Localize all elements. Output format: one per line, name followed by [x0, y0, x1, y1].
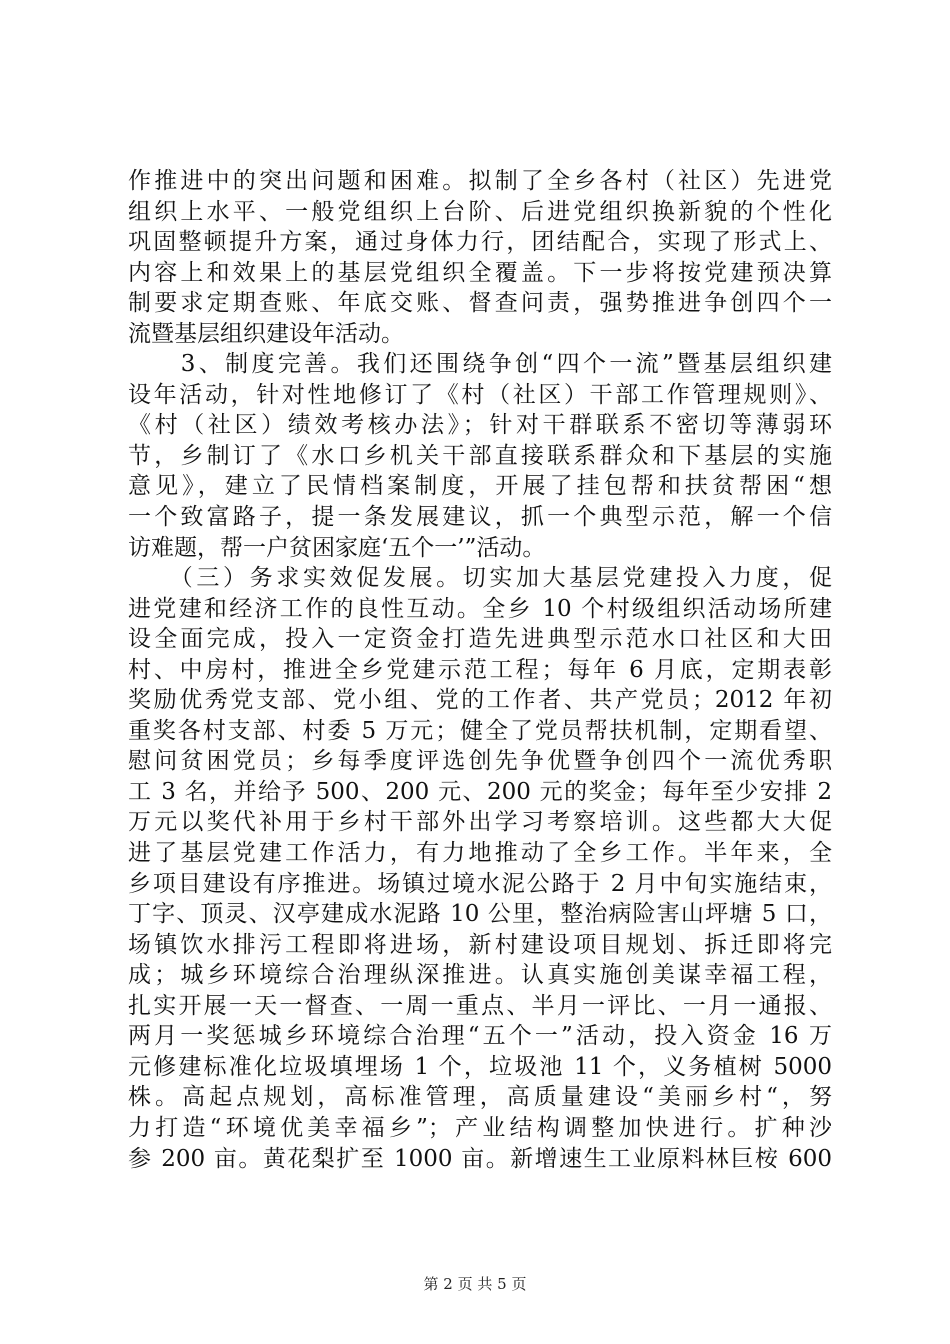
- text-line: 设年活动，针对性地修订了《村（社区）干部工作管理规则》、: [128, 381, 832, 408]
- text-line: 慰问贫困党员；乡每季度评选创先争优暨争创四个一流优秀职: [128, 748, 832, 775]
- text-line: 场镇饮水排污工程即将进场，新村建设项目规划、拆迁即将完: [128, 931, 832, 958]
- text-line: 元修建标准化垃圾填埋场 1 个，垃圾池 11 个，义务植树 5000: [128, 1053, 832, 1080]
- text-line: 制要求定期查账、年底交账、督查问责，强势推进争创四个一: [128, 290, 832, 317]
- text-line: 3、制度完善。我们还围绕争创“四个一流”暨基层组织建: [128, 351, 832, 378]
- text-line: 万元以奖代补用于乡村干部外出学习考察培训。这些都大大促: [128, 809, 832, 836]
- text-line: 内容上和效果上的基层党组织全覆盖。下一步将按党建预决算: [128, 259, 832, 286]
- text-line: 工 3 名，并给予 500、200 元、200 元的奖金；每年至少安排 2: [128, 778, 832, 805]
- body-text: [128, 166, 832, 1174]
- text-line: 重奖各村支部、村委 5 万元；健全了党员帮扶机制，定期看望、: [128, 717, 832, 744]
- text-line: 意见》，建立了民情档案制度，开展了挂包帮和扶贫帮困“想: [128, 473, 832, 500]
- text-line: 《村（社区）绩效考核办法》；针对干群联系不密切等薄弱环: [128, 412, 832, 439]
- page-footer: 第 2 页 共 5 页: [423, 1275, 527, 1293]
- text-line: 丁字、顶灵、汉亭建成水泥路 10 公里，整治病险害山坪塘 5 口，: [128, 901, 832, 928]
- text-line: 株。高起点规划，高标准管理，高质量建设“美丽乡村“，努: [128, 1084, 832, 1111]
- text-line: 流暨基层组织建设年活动。: [128, 320, 404, 347]
- text-line: 一个致富路子，提一条发展建议，抓一个典型示范，解一个信: [128, 504, 832, 531]
- text-line: 访难题，帮一户贫困家庭‘五个一’”活动。: [128, 534, 546, 561]
- text-line: 进了基层党建工作活力，有力地推动了全乡工作。半年来，全: [128, 840, 832, 867]
- text-line: 作推进中的突出问题和困难。拟制了全乡各村（社区）先进党: [128, 168, 832, 194]
- text-line: 组织上水平、一般党组织上台阶、后进党组织换新貌的个性化: [128, 198, 832, 225]
- text-line: 巩固整顿提升方案，通过身体力行，团结配合，实现了形式上、: [128, 229, 832, 256]
- text-line: 设全面完成，投入一定资金打造先进典型示范水口社区和大田: [128, 626, 832, 653]
- text-line: 成；城乡环境综合治理纵深推进。认真实施创美谋幸福工程，: [128, 962, 832, 989]
- text-line: 参 200 亩。黄花梨扩至 1000 亩。新增速生工业原料林巨桉 600: [128, 1145, 832, 1172]
- text-line: 进党建和经济工作的良性互动。全乡 10 个村级组织活动场所建: [128, 595, 832, 622]
- text-line: 节，乡制订了《水口乡机关干部直接联系群众和下基层的实施: [128, 442, 832, 469]
- text-line: 力打造“环境优美幸福乡”；产业结构调整加快进行。扩种沙: [128, 1114, 832, 1141]
- text-line: 扎实开展一天一督查、一周一重点、半月一评比、一月一通报、: [128, 992, 832, 1019]
- text-line: 两月一奖惩城乡环境综合治理“五个一”活动，投入资金 16 万: [128, 1023, 832, 1050]
- text-line: 奖励优秀党支部、党小组、党的工作者、共产党员；2012 年初: [128, 687, 832, 714]
- text-line: 村、中房村，推进全乡党建示范工程；每年 6 月底，定期表彰: [128, 656, 832, 683]
- text-line: 乡项目建设有序推进。场镇过境水泥公路于 2 月中旬实施结束，: [128, 870, 832, 897]
- text-line: （三）务求实效促发展。切实加大基层党建投入力度，促: [128, 565, 832, 592]
